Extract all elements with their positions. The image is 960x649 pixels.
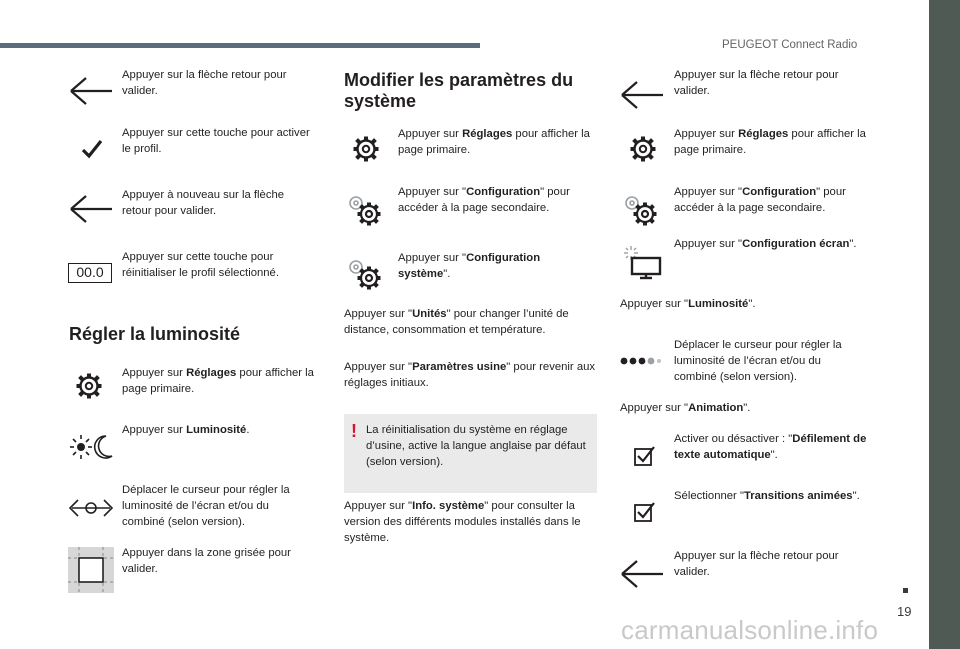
col2-config-system-text: Appuyer sur "Configuration système". — [398, 252, 541, 280]
col3-settings-text: Appuyer sur Réglages pour afficher la page primaire. — [674, 128, 866, 156]
brightness-section-title: Régler la luminosité — [69, 324, 241, 344]
gear-icon[interactable] — [76, 373, 102, 404]
col3-transitions-text: Sélectionner "Transitions animées". — [674, 490, 860, 502]
back-arrow-icon — [68, 194, 114, 229]
checkbox-icon[interactable] — [634, 446, 656, 471]
page-number: 19 — [897, 604, 912, 619]
sun-moon-icon[interactable] — [68, 432, 114, 467]
double-gear-icon[interactable] — [620, 192, 660, 233]
gear-icon[interactable] — [630, 136, 656, 167]
col1-item4-text: Appuyer sur cette touche pour réinitialiser le profil sélectionné. — [122, 251, 279, 279]
col1-settings-text: Appuyer sur Réglages pour afficher la page primaire. — [122, 367, 314, 395]
back-arrow-icon[interactable] — [619, 80, 665, 115]
header-rule — [0, 43, 480, 48]
col3-slider-text: Déplacer le curseur pour régler la luminosité de l’écran et/ou du combiné (selon version). — [674, 339, 842, 383]
col1-slider-text: Déplacer le curseur pour régler la luminosité de l’écran et/ou du combiné (selon version). — [122, 484, 290, 528]
back-arrow-icon — [68, 76, 114, 111]
header-title: PEUGEOT Connect Radio — [722, 39, 858, 51]
checkbox-icon[interactable] — [634, 502, 656, 527]
col2-units-para: Appuyer sur "Unités" pour changer l’unité de distance, consommation et température. — [344, 308, 569, 336]
page-marker — [903, 588, 908, 593]
screen-config-icon[interactable] — [620, 244, 664, 287]
col2-factory-para: Appuyer sur "Paramètres usine" pour revenir aux réglages initiaux. — [344, 361, 596, 389]
col3-screen-config-text: Appuyer sur "Configuration écran". — [674, 238, 857, 250]
side-band — [929, 0, 960, 649]
double-gear-icon[interactable] — [344, 256, 384, 297]
col3-luminosite-para: Appuyer sur "Luminosité". — [620, 298, 756, 310]
double-gear-icon[interactable] — [344, 192, 384, 233]
col3-animation-para: Appuyer sur "Animation". — [620, 402, 751, 414]
col3-back-text: Appuyer sur la flèche retour pour valider. — [674, 550, 839, 578]
col1-luminosite-text: Appuyer sur Luminosité. — [122, 424, 250, 436]
col1-item2-text: Appuyer sur cette touche pour activer le profil. — [122, 127, 310, 155]
check-icon — [81, 138, 103, 165]
dots-slider-icon[interactable] — [619, 354, 661, 372]
grey-zone-icon[interactable] — [68, 547, 114, 598]
counter-icon[interactable]: 00.0 — [68, 263, 112, 283]
watermark: carmanualsonline.info — [621, 615, 879, 645]
col2-info-para: Appuyer sur "Info. système" pour consulter la version des différents modules installés dans le système. — [344, 500, 581, 544]
col3-item1-text: Appuyer sur la flèche retour pour valider. — [674, 69, 839, 97]
warning-note-text: La réinitialisation du système en réglage d’usine, active la langue anglaise par défaut (selon version). — [366, 424, 586, 468]
system-section-title: Modifier les paramètres du système — [344, 70, 574, 111]
col3-config-text: Appuyer sur "Configuration" pour accéder à la page secondaire. — [674, 186, 846, 214]
col3-scroll-text: Activer ou désactiver : "Défilement de texte automatique". — [674, 433, 867, 461]
slider-icon[interactable] — [68, 496, 114, 525]
col2-config-text: Appuyer sur "Configuration" pour accéder à la page secondaire. — [398, 186, 570, 214]
col2-settings-text: Appuyer sur Réglages pour afficher la page primaire. — [398, 128, 590, 156]
warning-note — [344, 414, 597, 493]
gear-icon[interactable] — [353, 136, 379, 167]
col1-greyzone-text: Appuyer dans la zone grisée pour valider. — [122, 547, 291, 575]
warning-icon: ! — [351, 421, 357, 441]
back-arrow-icon[interactable] — [619, 559, 665, 594]
col1-item1-text: Appuyer sur la flèche retour pour valider. — [122, 69, 287, 97]
col1-item3-text: Appuyer à nouveau sur la flèche retour pour valider. — [122, 189, 285, 217]
